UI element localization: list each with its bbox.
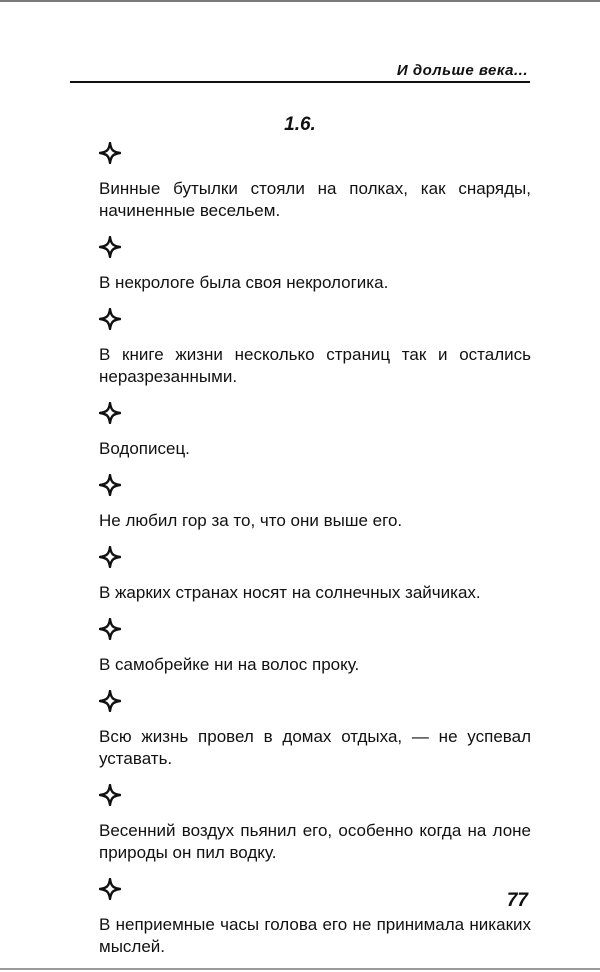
- four-pointed-star-icon: [99, 784, 121, 806]
- aphorism-entry: [99, 402, 531, 460]
- aphorism-text: Не любил гор за то, что они выше его.: [99, 511, 403, 530]
- section-title: 1.6.: [284, 114, 316, 135]
- bottom-edge-line: [0, 968, 600, 970]
- aphorism-entry: [99, 142, 531, 222]
- aphorism-text: В самобрейке ни на волос проку.: [99, 655, 360, 674]
- four-pointed-star-icon: [99, 878, 121, 900]
- aphorism-entry: [99, 618, 531, 676]
- page-number: 77: [506, 890, 528, 911]
- four-pointed-star-icon: [99, 546, 121, 568]
- four-pointed-star-icon: [99, 142, 121, 164]
- four-pointed-star-icon: [99, 236, 121, 258]
- aphorism-text: В жарких странах носят на солнечных зайчиках.: [99, 583, 481, 602]
- aphorism-entry: [99, 878, 531, 958]
- aphorism-list: [99, 142, 531, 972]
- four-pointed-star-icon: [99, 690, 121, 712]
- aphorism-text: Весенний воздух пьянил его, особенно когда на лоне природы он пил водку.: [99, 821, 531, 862]
- aphorism-entry: [99, 690, 531, 770]
- aphorism-entry: [99, 784, 531, 864]
- aphorism-text: Всю жизнь провел в домах отдыха, — не успевал уставать.: [99, 727, 531, 768]
- running-header: И дольше века...: [396, 62, 528, 79]
- four-pointed-star-icon: [99, 474, 121, 496]
- aphorism-entry: [99, 546, 531, 604]
- aphorism-entry: [99, 308, 531, 388]
- aphorism-entry: [99, 474, 531, 532]
- aphorism-text: В книге жизни несколько страниц так и остались неразрезанными.: [99, 345, 531, 386]
- top-edge-line: [0, 0, 600, 2]
- aphorism-text: В некрологе была своя некрологика.: [99, 273, 389, 292]
- four-pointed-star-icon: [99, 308, 121, 330]
- aphorism-entry: [99, 236, 531, 294]
- aphorism-text: В неприемные часы голова его не принимала никаких мыслей.: [99, 915, 531, 956]
- header-rule: [70, 81, 530, 83]
- aphorism-text: Винные бутылки стояли на полках, как снаряды, начиненные весельем.: [99, 179, 531, 220]
- four-pointed-star-icon: [99, 402, 121, 424]
- four-pointed-star-icon: [99, 618, 121, 640]
- aphorism-text: Водописец.: [99, 439, 190, 458]
